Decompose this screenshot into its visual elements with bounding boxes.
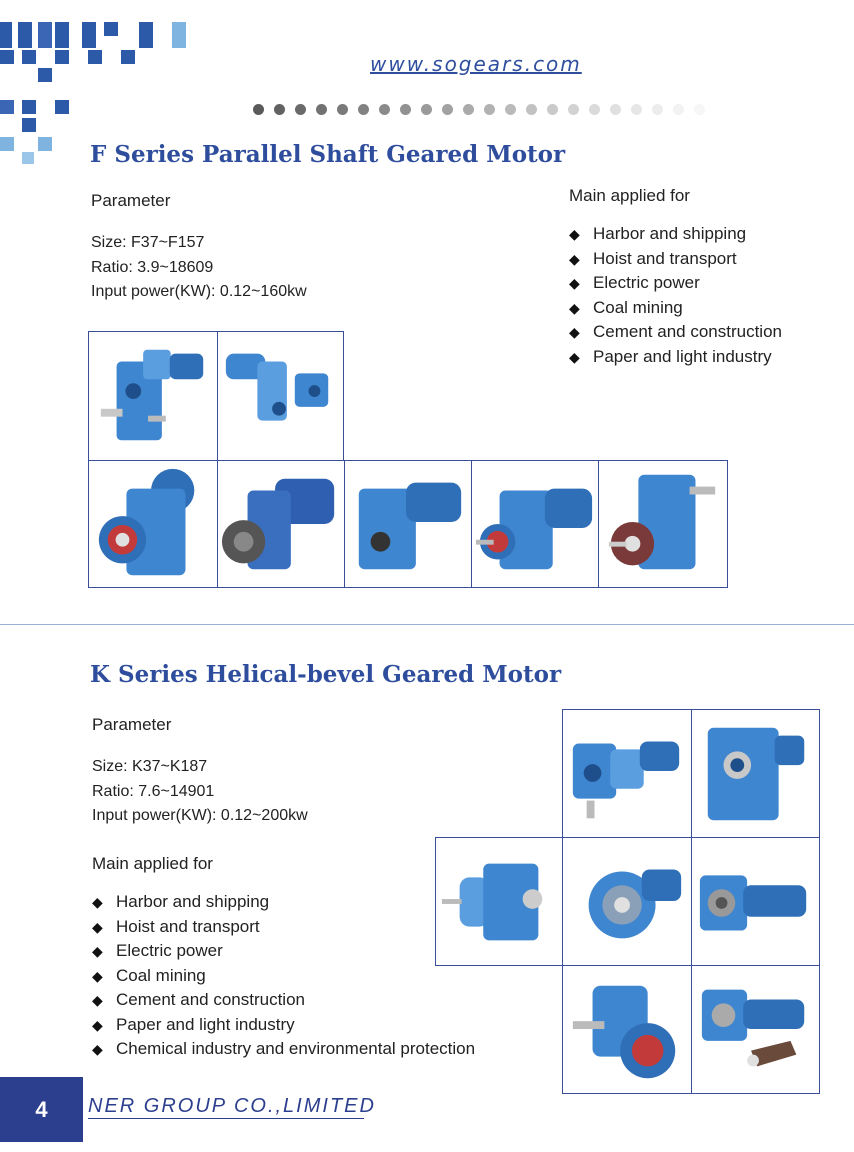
f-motor-photo [471, 460, 599, 588]
f-parameter-list [91, 231, 307, 305]
f-motor-photo [217, 460, 345, 588]
k-ratio: Ratio: 7.6~14901 [92, 782, 215, 800]
diamond-bullet-icon: ◆ [569, 324, 580, 340]
k-size: Size: K37~K187 [92, 758, 208, 775]
k-motor-photo [562, 837, 692, 966]
f-parameter-heading: Parameter [91, 191, 171, 210]
list-item: ◆ Paper and light industry [92, 1013, 475, 1038]
list-item: ◆ Paper and light industry [569, 345, 782, 370]
k-motor-photo [435, 837, 563, 966]
diamond-bullet-icon: ◆ [92, 1016, 103, 1033]
list-item: ◆ Hoist and transport [92, 915, 475, 940]
f-series-title: F Series Parallel Shaft Geared Motor [90, 141, 566, 168]
diamond-bullet-icon: ◆ [569, 299, 580, 316]
list-item: ◆ Coal mining [569, 296, 782, 321]
k-motor-photo [691, 709, 820, 838]
list-item: ◆ Chemical industry and environmental protection [92, 1037, 475, 1062]
diamond-bullet-icon: ◆ [92, 967, 103, 984]
diamond-bullet-icon: ◆ [92, 943, 103, 959]
f-applications-list [569, 222, 782, 369]
k-series-title: K Series Helical-bevel Geared Motor [90, 661, 562, 688]
diamond-bullet-icon: ◆ [569, 250, 580, 267]
f-motor-photo [217, 331, 344, 461]
list-item: ◆ Electric power [569, 271, 782, 296]
list-item: ◆ Hoist and transport [569, 247, 782, 272]
list-item: ◆ Cement and construction [569, 320, 782, 345]
k-motor-photo [691, 965, 820, 1094]
diamond-bullet-icon: ◆ [92, 992, 103, 1008]
diamond-bullet-icon: ◆ [92, 894, 103, 910]
f-motor-photo [598, 460, 728, 588]
k-input-power: Input power(KW): 0.12~200kw [92, 807, 308, 824]
diamond-bullet-icon: ◆ [92, 918, 103, 935]
f-motor-photo [88, 460, 218, 588]
f-applied-heading: Main applied for [569, 186, 690, 205]
k-motor-photo [691, 837, 820, 966]
company-name: NER GROUP CO.,LIMITED [88, 1095, 376, 1117]
f-input-power: Input power(KW): 0.12~160kw [91, 283, 307, 300]
list-item: ◆ Harbor and shipping [92, 890, 475, 915]
k-motor-photo [562, 965, 692, 1094]
website-url[interactable]: www.sogears.com [370, 52, 582, 76]
f-motor-photo [88, 331, 218, 461]
list-item: ◆ Harbor and shipping [569, 222, 782, 247]
diamond-bullet-icon: ◆ [92, 1041, 103, 1057]
k-applied-heading: Main applied for [92, 854, 213, 873]
k-parameter-heading: Parameter [92, 715, 172, 734]
f-size: Size: F37~F157 [91, 234, 205, 251]
page-number: 4 [0, 1077, 83, 1142]
dot-divider [253, 104, 705, 115]
diamond-bullet-icon: ◆ [569, 226, 580, 242]
diamond-bullet-icon: ◆ [569, 348, 580, 365]
section-divider [0, 624, 854, 625]
k-parameter-list [92, 755, 308, 829]
k-applications-list [92, 890, 475, 1062]
list-item: ◆ Cement and construction [92, 988, 475, 1013]
footer-underline [88, 1118, 364, 1119]
list-item: ◆ Coal mining [92, 964, 475, 989]
list-item: ◆ Electric power [92, 939, 475, 964]
diamond-bullet-icon: ◆ [569, 275, 580, 291]
f-motor-photo [344, 460, 472, 588]
k-motor-photo [562, 709, 692, 838]
f-ratio: Ratio: 3.9~18609 [91, 258, 214, 276]
